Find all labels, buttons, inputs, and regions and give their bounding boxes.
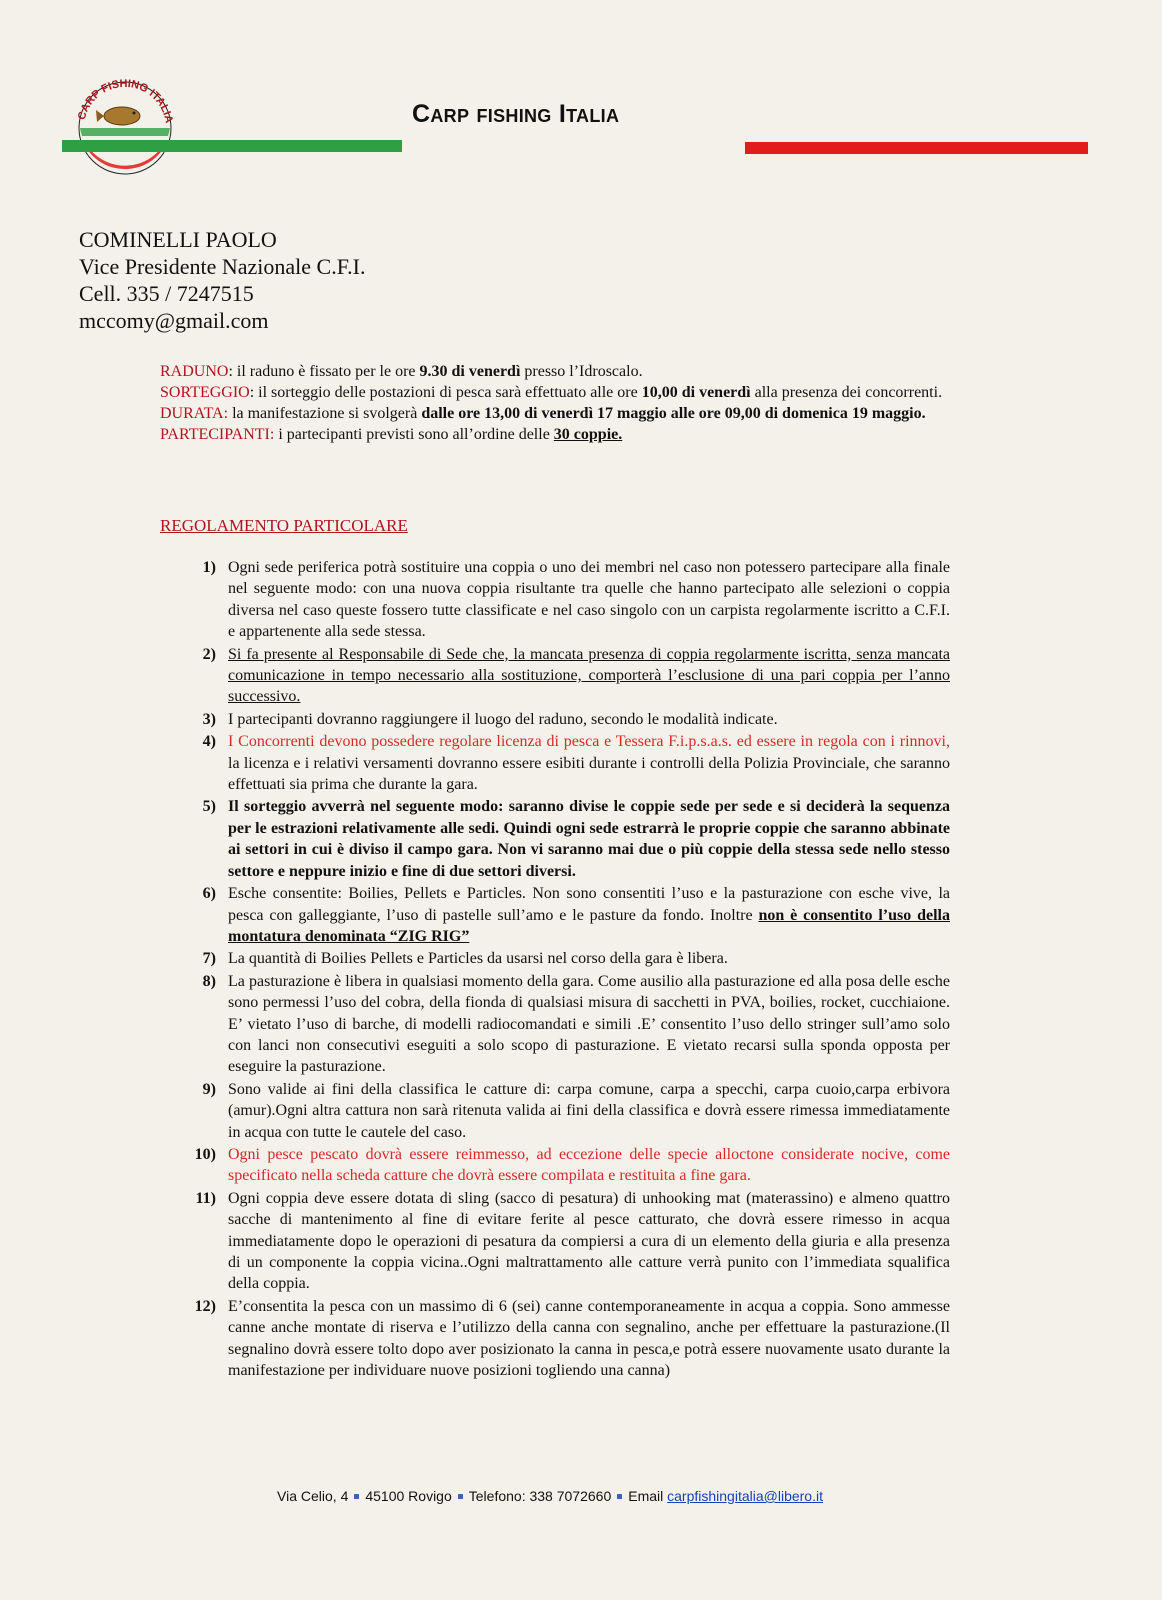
rule-item bbox=[160, 1296, 950, 1382]
section-title: REGOLAMENTO PARTICOLARE bbox=[160, 516, 408, 535]
sender-phone: Cell. 335 / 7247515 bbox=[79, 281, 254, 306]
rule-item bbox=[160, 1144, 950, 1187]
raduno-line bbox=[160, 361, 950, 382]
rule-number: 2) bbox=[202, 645, 216, 663]
rule-text-rest: la licenza e i relativi versamenti dovranno essere esibiti durante i controlli della Polizia Provinciale, che saranno effettuati sia prima che durante la gara. bbox=[228, 754, 950, 794]
rule-item bbox=[160, 796, 950, 882]
sender-role: Vice Presidente Nazionale C.F.I. bbox=[79, 254, 366, 279]
rule-text: Sono valide ai fini della classifica le catture di: carpa comune, carpa a specchi, carpa cuoio,carpa erbivora (amur).Ogni altra cattura non sarà ritenuta valida ai fini della classifica e dovrà essere rimessa immediatamente in acqua con tutte le cautele del caso. bbox=[228, 1080, 950, 1141]
footer-city: 45100 Rovigo bbox=[365, 1488, 452, 1504]
sender-block bbox=[79, 226, 366, 334]
rule-item bbox=[160, 948, 950, 969]
rule-text: Il sorteggio avverrà nel seguente modo: saranno divise le coppie sede per sede e si deciderà la sequenza per le estrazioni relativamente alle sedi. Quindi ogni sede estrarrà le proprie coppie che saranno abbinate ai settori in cui è diviso il campo gara. Non vi saranno mai due o più coppie della stessa sede nello stesso settore e neppure inizio e fine di due settori diversi. bbox=[228, 798, 950, 880]
raduno-text-post: presso l’Idroscalo. bbox=[520, 363, 643, 380]
bullet-icon bbox=[354, 1494, 359, 1499]
rule-text: I partecipanti dovranno raggiungere il luogo del raduno, secondo le modalità indicate. bbox=[228, 710, 778, 728]
rule-item bbox=[160, 731, 950, 795]
sorteggio-text-pre: : il sorteggio delle postazioni di pesca sarà effettuato alle ore bbox=[249, 384, 642, 401]
page-title: Carp fishing Italia bbox=[412, 100, 620, 128]
rule-text: La pasturazione è libera in qualsiasi momento della gara. Come ausilio alla pasturazione ed alla posa delle esche sono permessi l’uso del cobra, della fionda di qualsiasi misura di sacchetti in PVA, boilies, rocket, cucchiaione. E’ vietato l’uso di barche, di modelli radiocomandati e simili .E’ consentito l’uso dello stringer sull’amo solo con lanci non consecutivi eseguiti a solo scopo di pasturazione. E vietato recarsi sulla sponda opposta per eseguire la pasturazione. bbox=[228, 972, 950, 1076]
rule-text: Si fa presente al Responsabile di Sede che, la mancata presenza di coppia regolarmente iscritta, senza mancata comunicazione in tempo necessario alla sostituzione, comporterà l’esclusione di una pari coppia per l’anno successivo. bbox=[228, 645, 950, 706]
rule-item bbox=[160, 1188, 950, 1295]
durata-text-pre: la manifestazione si svolgerà bbox=[228, 405, 422, 422]
raduno-text-pre: : il raduno è fissato per le ore bbox=[228, 363, 420, 380]
rule-item bbox=[160, 557, 950, 643]
rule-number: 1) bbox=[202, 559, 216, 576]
rules-list bbox=[160, 557, 950, 1382]
event-details bbox=[160, 361, 950, 445]
sender-name: COMINELLI PAOLO bbox=[79, 227, 277, 252]
rule-number: 5) bbox=[202, 798, 216, 816]
durata-label: DURATA: bbox=[160, 405, 229, 422]
rule-text: Ogni pesce pescato dovrà essere reimmesso, ad eccezione delle specie alloctone considerate nocive, come specificato nella scheda catture che dovrà essere compilata e restituita a fine gara. bbox=[228, 1145, 950, 1185]
rule-number: 10) bbox=[194, 1145, 216, 1163]
rule-text bbox=[228, 883, 950, 947]
sorteggio-label: SORTEGGIO bbox=[160, 384, 250, 401]
durata-line bbox=[160, 403, 950, 424]
sender-email[interactable]: mccomy@gmail.com bbox=[79, 308, 269, 333]
sorteggio-text-post: alla presenza dei concorrenti. bbox=[750, 384, 943, 401]
rule-number: 9) bbox=[202, 1080, 216, 1098]
rule-text bbox=[228, 731, 950, 795]
sorteggio-time: 10,00 di venerdì bbox=[641, 384, 751, 401]
rule-text: E’consentita la pesca con un massimo di 6 (sei) canne contemporaneamente in acqua a coppia. Sono ammesse canne anche montate di riserva e l’utilizzo della canna con segnalino, anche per effettuare la pasturazione.(Il segnalino dovrà essere tolto dopo aver posizionato la canna in pesca,e potrà essere nuovamente usato durante la manifestazione per individuare nuove posizioni togliendo una canna) bbox=[228, 1297, 950, 1380]
rule-item bbox=[160, 644, 950, 708]
rule-item bbox=[160, 1079, 950, 1143]
footer-email-link[interactable]: carpfishingitalia@libero.it bbox=[667, 1488, 823, 1504]
rule-item bbox=[160, 709, 950, 730]
partecipanti-count: 30 coppie. bbox=[553, 426, 623, 443]
svg-text:CARP FISHING ITALIA: CARP FISHING ITALIA bbox=[75, 77, 175, 125]
footer bbox=[0, 1488, 1100, 1504]
durata-period: dalle ore 13,00 di venerdì 17 maggio alle ore 09,00 di domenica 19 maggio. bbox=[421, 405, 926, 422]
rule-number: 11) bbox=[195, 1189, 216, 1207]
footer-email-label: Email bbox=[628, 1488, 664, 1504]
bullet-icon bbox=[617, 1494, 622, 1499]
partecipanti-label: PARTECIPANTI: bbox=[160, 426, 275, 443]
footer-address: Via Celio, 4 bbox=[277, 1488, 349, 1504]
footer-phone: Telefono: 338 7072660 bbox=[468, 1488, 612, 1504]
partecipanti-line bbox=[160, 424, 950, 445]
rule-text-main: Esche consentite: Boilies, Pellets e Particles. Non sono consentiti l’uso e la pasturazione con esche vive, la pesca con galleggiante, l’uso di pastelle sull’amo e le pasture da fondo. Inoltre bbox=[228, 885, 950, 924]
rule-text-highlight: I Concorrenti devono possedere regolare licenza di pesca e Tessera F.i.p.s.a.s. ed essere in regola con i rinnovi, bbox=[228, 733, 950, 751]
raduno-time: 9.30 di venerdì bbox=[419, 363, 521, 380]
rule-text: Ogni coppia deve essere dotata di sling (sacco di pesatura) di unhooking mat (materassino) e almeno quattro sacche di mantenimento al fine di evitare ferite al pesce catturato, che dovrà essere rimesso in acqua immediatamente dopo le operazioni di pesatura da compiersi a cura di un elemento della giuria e alla presenza di un componente la coppia vicina..Ogni maltrattamento alle catture verrà punito con l’immediata squalifica della coppia. bbox=[228, 1189, 950, 1293]
sorteggio-line bbox=[160, 382, 950, 403]
rule-number: 12) bbox=[194, 1297, 216, 1315]
carp-fish-icon bbox=[104, 107, 140, 125]
flag-green-bar bbox=[62, 140, 402, 152]
rule-text-bold: non è consentito l’uso della montatura denominata “ZIG RIG” bbox=[228, 906, 950, 945]
carp-fishing-italia-logo bbox=[70, 70, 180, 180]
rule-number: 6) bbox=[202, 885, 216, 903]
bullet-icon bbox=[458, 1494, 463, 1499]
flag-red-bar bbox=[745, 142, 1088, 154]
partecipanti-text-pre: i partecipanti previsti sono all’ordine delle bbox=[274, 426, 554, 443]
rule-item bbox=[160, 971, 950, 1078]
rule-item bbox=[160, 883, 950, 947]
rule-number: 8) bbox=[202, 972, 216, 990]
rule-text: La quantità di Boilies Pellets e Particles da usarsi nel corso della gara è libera. bbox=[228, 950, 728, 968]
rule-number: 7) bbox=[202, 950, 216, 968]
raduno-label: RADUNO bbox=[160, 363, 229, 380]
rule-number: 3) bbox=[202, 710, 216, 728]
rule-text: Ogni sede periferica potrà sostituire una coppia o uno dei membri nel caso non potessero partecipare alla finale nel seguente modo: con una nuova coppia risultante tra quelle che hanno partecipato alle selezioni o coppia diversa nel caso queste fossero tutte classificate e nel caso singolo con un carpista regolarmente iscritto a C.F.I. e appartenente alla sede stessa. bbox=[228, 559, 950, 641]
rule-number: 4) bbox=[202, 733, 216, 751]
